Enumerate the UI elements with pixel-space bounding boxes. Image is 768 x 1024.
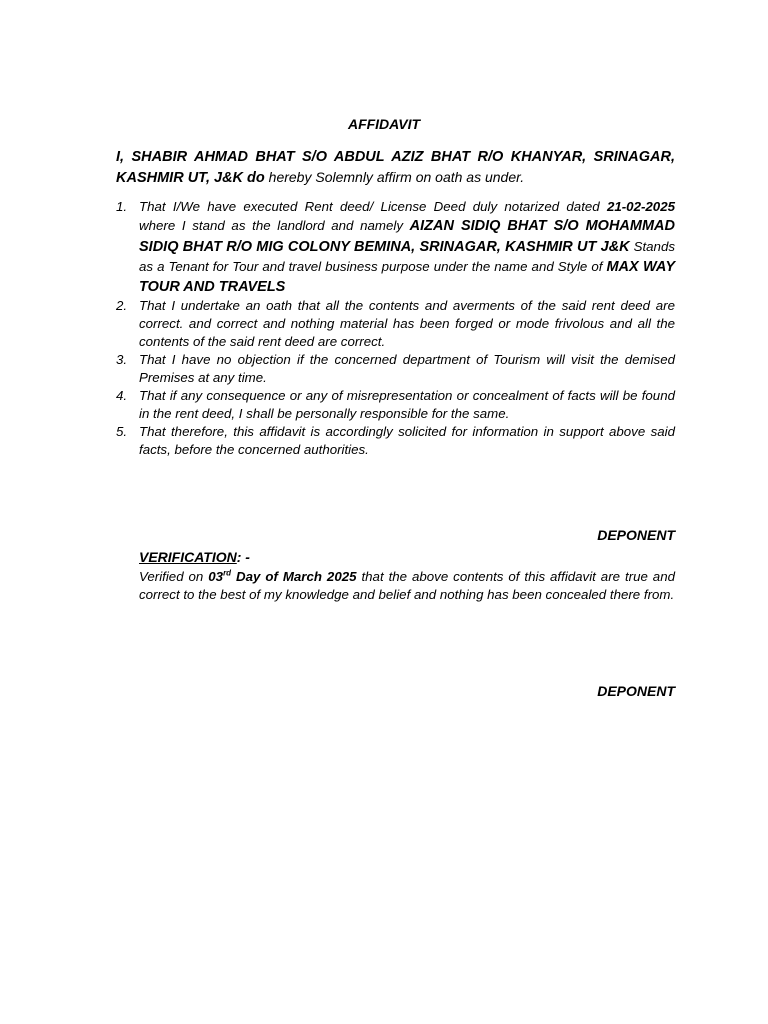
item-number: 5. xyxy=(116,424,128,440)
item-text: That I/We have executed Rent deed/ License Deed duly notarized dated xyxy=(139,199,607,214)
list-item xyxy=(116,351,675,387)
day-suffix: rd xyxy=(223,568,232,578)
list-item xyxy=(116,197,675,297)
verification-text xyxy=(139,568,675,604)
verification-title: VERIFICATION xyxy=(139,549,237,565)
document-title: AFFIDAVIT xyxy=(347,116,421,132)
deponent-label: DEPONENT xyxy=(597,527,675,543)
affirmation-list xyxy=(116,197,675,459)
verification-day xyxy=(208,569,356,584)
deponent-label-final: DEPONENT xyxy=(597,683,675,699)
verification-part: Verified on xyxy=(139,569,209,584)
list-item xyxy=(116,423,675,459)
item-number: 1. xyxy=(116,199,128,214)
item-text: That therefore, this affidavit is accordingly solicited for information in support above said facts, before the concerned authorities. xyxy=(139,424,675,458)
deed-date: 21-02-2025 xyxy=(606,199,675,214)
item-number: 3. xyxy=(116,352,128,368)
verification-month: Day of March 2025 xyxy=(231,569,357,584)
item-text: Stands as a Tenant for Tour and travel business purpose under the name and Style of xyxy=(139,238,675,274)
item-number: 2. xyxy=(116,298,128,314)
day-number: 03 xyxy=(208,569,224,584)
list-item xyxy=(116,297,675,351)
item-text: That I have no objection if the concerned department of Tourism will visit the demised Premises at any time. xyxy=(139,352,675,386)
deponent-identity: I, SHABIR AHMAD BHAT S/O ABDUL AZIZ BHAT R/O KHANYAR, SRINAGAR, KASHMIR UT, J&K do xyxy=(116,149,675,186)
verification-heading xyxy=(139,549,250,565)
verification-part: that the above contents of this affidavit are true and correct to the best of my knowledge and belief and nothing has been concealed there from. xyxy=(139,569,675,602)
intro-rest: hereby Solemnly affirm on oath as under. xyxy=(264,169,525,185)
intro-paragraph xyxy=(116,146,675,188)
item-text: That I undertake an oath that all the contents and averments of the said rent deed are correct. and correct and nothing material has been forged or mode frivolous and all the contents of the said rent deed are correct. xyxy=(139,298,675,350)
item-text: That if any consequence or any of misrepresentation or concealment of facts will be found in the rent deed, I shall be personally responsible for the same. xyxy=(139,388,675,422)
business-name: MAX WAY TOUR AND TRAVELS xyxy=(139,258,676,296)
verification-suffix: : - xyxy=(236,549,250,565)
tenant-identity: AIZAN SIDIQ BHAT S/O MOHAMMAD SIDIQ BHAT R/O MIG COLONY BEMINA, SRINAGAR, KASHMIR UT J&K xyxy=(139,218,676,255)
item-text: where I stand as the landlord and namely xyxy=(139,218,410,234)
list-item xyxy=(116,387,675,423)
item-number: 4. xyxy=(116,388,128,404)
